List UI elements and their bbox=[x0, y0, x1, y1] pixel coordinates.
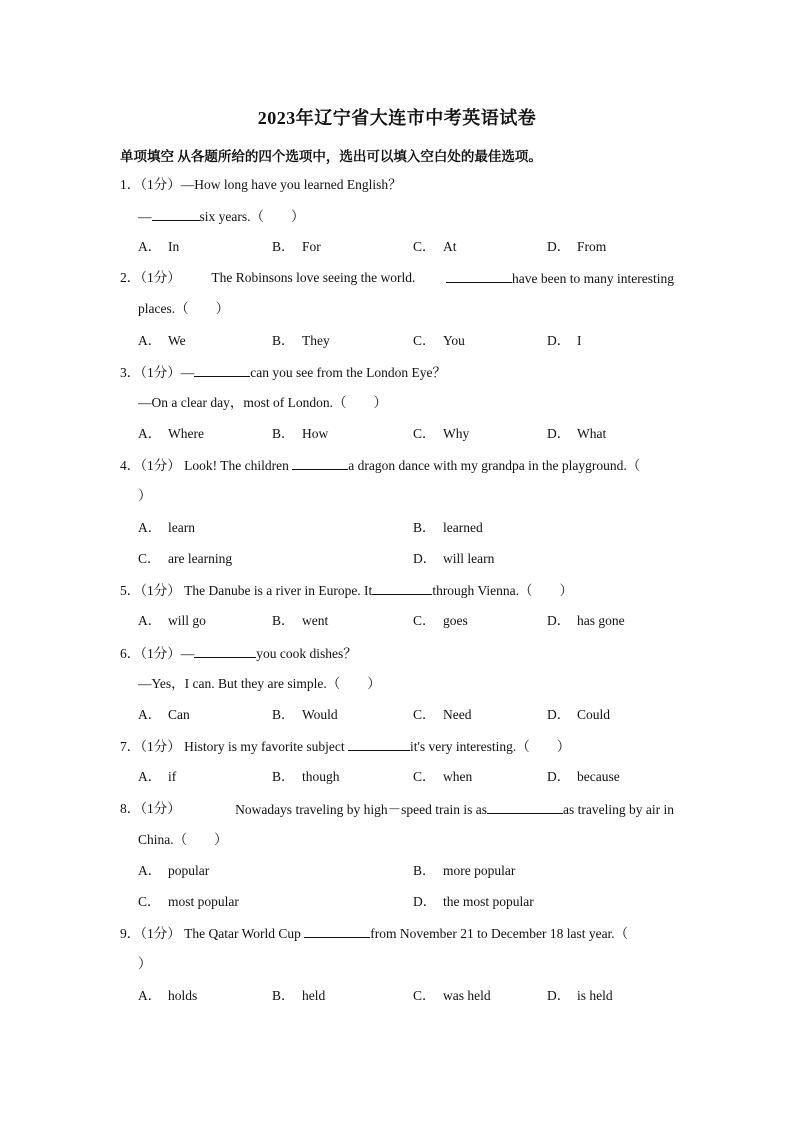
option-label: B． bbox=[272, 707, 295, 722]
option-label: D． bbox=[547, 613, 571, 628]
option-label: C． bbox=[138, 551, 161, 566]
question-number: 3． bbox=[120, 365, 141, 380]
option-label: B． bbox=[272, 426, 295, 441]
option-text: has gone bbox=[577, 613, 625, 628]
option-c[interactable] bbox=[413, 239, 457, 255]
stem-blank-group bbox=[446, 270, 674, 287]
question-stem: History is my favorite subject bbox=[184, 739, 348, 754]
question-1 bbox=[120, 177, 402, 193]
question-number: 6． bbox=[120, 646, 141, 661]
option-c[interactable] bbox=[413, 613, 468, 629]
option-text: What bbox=[577, 426, 607, 441]
option-label: B． bbox=[413, 520, 436, 535]
option-a[interactable] bbox=[138, 863, 209, 879]
question-stem: six years.（ ） bbox=[199, 209, 305, 224]
option-label: A． bbox=[138, 426, 162, 441]
option-b[interactable] bbox=[272, 613, 328, 629]
option-b[interactable] bbox=[272, 769, 340, 785]
question-score: （1分） bbox=[140, 177, 181, 192]
question-stem: — bbox=[138, 209, 152, 224]
option-label: D． bbox=[547, 988, 571, 1003]
answer-blank bbox=[194, 364, 250, 377]
question-8-line-2: China.（ ） bbox=[138, 832, 228, 847]
option-text: the most popular bbox=[443, 894, 534, 909]
option-c[interactable] bbox=[413, 988, 491, 1004]
question-number: 9． bbox=[120, 926, 141, 941]
question-stem: — bbox=[180, 365, 195, 380]
option-text: if bbox=[168, 769, 177, 784]
question-1-line-2 bbox=[138, 208, 305, 225]
question-number: 2． bbox=[120, 270, 141, 285]
question-stem: it's very interesting.（ ） bbox=[409, 739, 571, 754]
option-a[interactable] bbox=[138, 613, 206, 629]
option-c[interactable] bbox=[413, 333, 465, 349]
option-text: most popular bbox=[168, 894, 239, 909]
question-stem: The Qatar World Cup bbox=[184, 926, 305, 941]
option-text: At bbox=[443, 239, 457, 254]
question-score: （1分） bbox=[140, 270, 181, 285]
option-d[interactable] bbox=[547, 333, 582, 349]
option-d[interactable] bbox=[547, 239, 606, 255]
option-b[interactable] bbox=[413, 863, 515, 879]
option-label: A． bbox=[138, 863, 162, 878]
option-label: C． bbox=[413, 333, 436, 348]
option-text: Why bbox=[443, 426, 470, 441]
question-7 bbox=[120, 738, 570, 755]
option-a[interactable] bbox=[138, 239, 179, 255]
answer-blank bbox=[194, 645, 256, 658]
question-score: （1分） bbox=[140, 739, 181, 754]
option-text: held bbox=[302, 988, 326, 1003]
option-label: D． bbox=[547, 707, 571, 722]
question-number: 8． bbox=[120, 801, 141, 816]
answer-blank bbox=[446, 270, 512, 283]
answer-blank bbox=[292, 457, 348, 470]
option-label: D． bbox=[413, 894, 437, 909]
option-label: B． bbox=[272, 769, 295, 784]
page-title: 2023年辽宁省大连市中考英语试卷 bbox=[257, 108, 537, 128]
option-b[interactable] bbox=[413, 520, 483, 536]
section-instructions: 单项填空 从各题所给的四个选项中，选出可以填入空白处的最佳选项。 bbox=[120, 149, 542, 164]
option-a[interactable] bbox=[138, 769, 176, 785]
option-label: A． bbox=[138, 333, 162, 348]
question-score: （1分） bbox=[140, 583, 181, 598]
option-label: B． bbox=[272, 613, 295, 628]
option-label: D． bbox=[547, 239, 571, 254]
question-4 bbox=[120, 457, 640, 474]
option-label: A． bbox=[138, 239, 162, 254]
question-4-line-2: ） bbox=[138, 488, 152, 503]
option-text: goes bbox=[443, 613, 468, 628]
option-d[interactable] bbox=[413, 551, 494, 567]
option-label: C． bbox=[413, 988, 436, 1003]
option-label: B． bbox=[413, 863, 436, 878]
question-number: 7． bbox=[120, 739, 141, 754]
question-6 bbox=[120, 645, 357, 662]
question-stem: The Danube is a river in Europe. It bbox=[184, 583, 373, 598]
option-b[interactable] bbox=[272, 426, 328, 442]
option-text: How bbox=[302, 426, 329, 441]
option-c[interactable] bbox=[138, 551, 232, 567]
option-d[interactable] bbox=[547, 988, 613, 1004]
option-text: learn bbox=[168, 520, 195, 535]
question-score: （1分） bbox=[140, 646, 181, 661]
question-stem-part: as traveling by air in bbox=[563, 802, 674, 817]
option-b[interactable] bbox=[272, 333, 330, 349]
stem-blank-group bbox=[235, 801, 674, 818]
question-prefix bbox=[120, 801, 181, 818]
option-label: A． bbox=[138, 988, 162, 1003]
question-stem: Look! The children bbox=[184, 458, 293, 473]
question-2-line-2: places.（ ） bbox=[138, 301, 230, 316]
option-label: A． bbox=[138, 707, 162, 722]
option-label: A． bbox=[138, 769, 162, 784]
question-2 bbox=[120, 270, 674, 287]
option-label: C． bbox=[138, 894, 161, 909]
option-label: C． bbox=[413, 613, 436, 628]
option-text: is held bbox=[577, 988, 613, 1003]
option-c[interactable] bbox=[413, 707, 471, 723]
option-text: Would bbox=[302, 707, 338, 722]
question-3-line-2: —On a clear day，most of London.（ ） bbox=[138, 395, 387, 410]
option-c[interactable] bbox=[413, 769, 472, 785]
option-label: C． bbox=[413, 707, 436, 722]
option-text: when bbox=[443, 769, 473, 784]
option-text: For bbox=[302, 239, 321, 254]
question-stem: — bbox=[180, 646, 195, 661]
option-label: A． bbox=[138, 613, 162, 628]
option-text: though bbox=[302, 769, 340, 784]
option-text: learned bbox=[443, 520, 483, 535]
question-9 bbox=[120, 925, 628, 942]
question-number: 4． bbox=[120, 458, 141, 473]
option-text: popular bbox=[168, 863, 210, 878]
question-score: （1分） bbox=[140, 365, 181, 380]
option-text: You bbox=[443, 333, 465, 348]
option-label: B． bbox=[272, 333, 295, 348]
answer-blank bbox=[152, 208, 200, 221]
option-label: B． bbox=[272, 988, 295, 1003]
question-score: （1分） bbox=[140, 801, 181, 816]
option-label: A． bbox=[138, 520, 162, 535]
option-text: In bbox=[168, 239, 180, 254]
question-stem: —How long have you learned English？ bbox=[180, 177, 402, 192]
option-d[interactable] bbox=[547, 769, 620, 785]
question-5 bbox=[120, 582, 573, 599]
option-text: Could bbox=[577, 707, 611, 722]
question-prefix bbox=[120, 270, 181, 287]
option-text: are learning bbox=[168, 551, 233, 566]
option-text: Need bbox=[443, 707, 472, 722]
option-label: B． bbox=[272, 239, 295, 254]
question-stem: through Vienna.（ ） bbox=[432, 583, 573, 598]
option-label: D． bbox=[547, 769, 571, 784]
option-label: C． bbox=[413, 426, 436, 441]
option-label: D． bbox=[413, 551, 437, 566]
question-8 bbox=[120, 801, 674, 818]
option-text: They bbox=[302, 333, 330, 348]
option-d[interactable] bbox=[413, 894, 534, 910]
option-d[interactable] bbox=[547, 613, 625, 629]
question-score: （1分） bbox=[140, 926, 181, 941]
option-text: went bbox=[302, 613, 329, 628]
option-text: will learn bbox=[443, 551, 495, 566]
question-stem-part: Nowadays traveling by high－speed train is as bbox=[235, 802, 488, 817]
question-number: 5． bbox=[120, 583, 141, 598]
option-b[interactable] bbox=[272, 988, 325, 1004]
option-b[interactable] bbox=[272, 239, 321, 255]
option-b[interactable] bbox=[272, 707, 338, 723]
question-6-line-2: —Yes，I can. But they are simple.（ ） bbox=[138, 676, 381, 691]
question-number: 1． bbox=[120, 177, 141, 192]
option-text: From bbox=[577, 239, 607, 254]
option-text: Can bbox=[168, 707, 190, 722]
option-text: will go bbox=[168, 613, 206, 628]
option-label: C． bbox=[413, 239, 436, 254]
option-c[interactable] bbox=[138, 894, 239, 910]
option-text: more popular bbox=[443, 863, 516, 878]
question-stem-part: have been to many interesting bbox=[512, 271, 674, 286]
question-stem: can you see from the London Eye？ bbox=[250, 365, 446, 380]
option-c[interactable] bbox=[413, 426, 469, 442]
question-stem: you cook dishes？ bbox=[256, 646, 357, 661]
answer-blank bbox=[304, 925, 370, 938]
question-stem-part: The Robinsons love seeing the world. bbox=[211, 270, 416, 285]
option-a[interactable] bbox=[138, 707, 190, 723]
option-a[interactable] bbox=[138, 333, 186, 349]
option-a[interactable] bbox=[138, 988, 197, 1004]
option-d[interactable] bbox=[547, 707, 610, 723]
option-d[interactable] bbox=[547, 426, 606, 442]
option-a[interactable] bbox=[138, 520, 195, 536]
question-3 bbox=[120, 364, 446, 381]
option-text: I bbox=[577, 333, 582, 348]
option-text: We bbox=[168, 333, 186, 348]
option-text: holds bbox=[168, 988, 198, 1003]
option-label: C． bbox=[413, 769, 436, 784]
option-text: Where bbox=[168, 426, 204, 441]
option-text: was held bbox=[443, 988, 491, 1003]
option-text: because bbox=[577, 769, 620, 784]
question-stem: from November 21 to December 18 last year.（ bbox=[370, 926, 629, 941]
answer-blank bbox=[487, 801, 563, 814]
option-label: D． bbox=[547, 333, 571, 348]
answer-blank bbox=[348, 738, 410, 751]
option-a[interactable] bbox=[138, 426, 204, 442]
option-label: D． bbox=[547, 426, 571, 441]
question-9-line-2: ） bbox=[138, 956, 152, 971]
question-score: （1分） bbox=[140, 458, 181, 473]
answer-blank bbox=[372, 582, 432, 595]
question-stem: a dragon dance with my grandpa in the playground.（ bbox=[348, 458, 641, 473]
